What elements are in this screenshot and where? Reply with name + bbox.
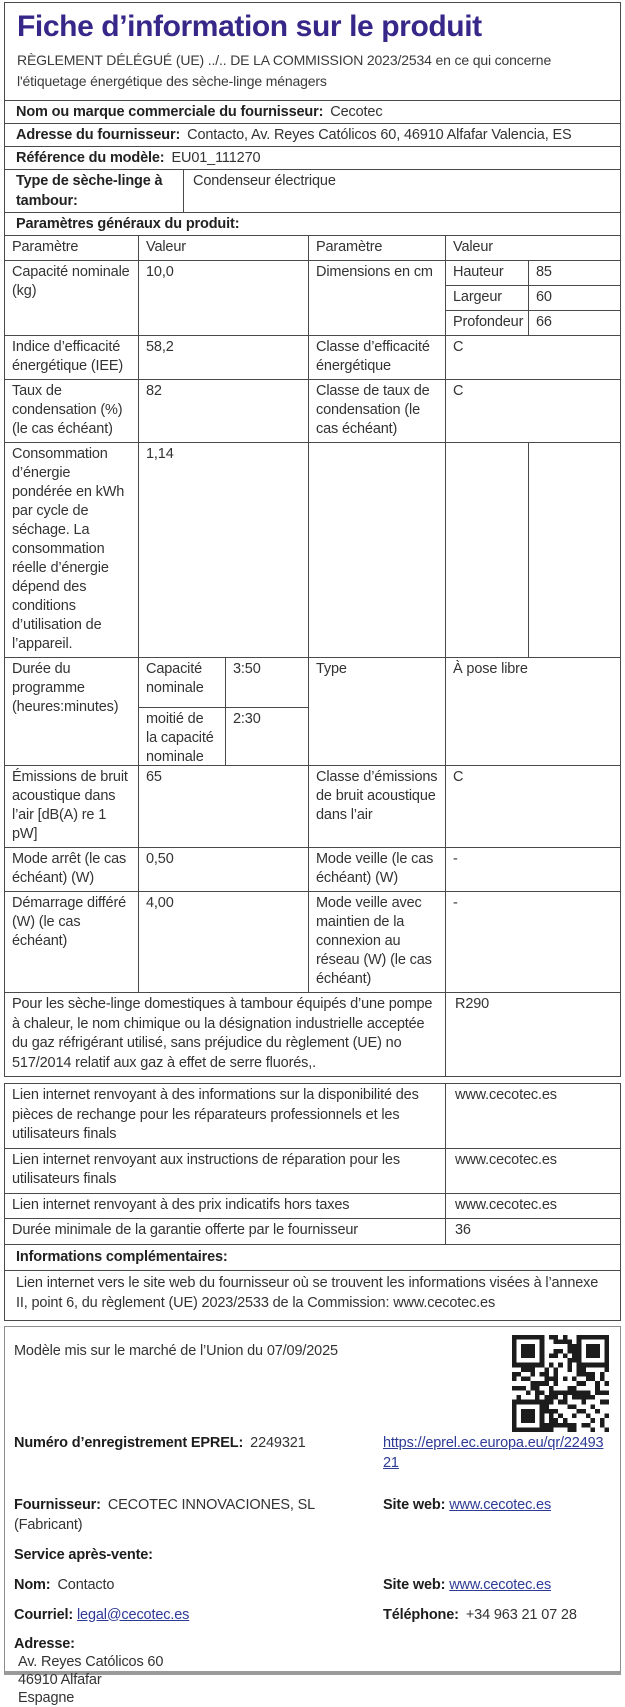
manufacturer-value: CECOTEC INNOVACIONES, SL (Fabricant) — [14, 1496, 315, 1533]
registration-footer — [4, 1326, 621, 1706]
iee-class-param: Classe d’efficacité énergétique — [308, 336, 445, 379]
capacity-param: Capacité nominale (kg) — [12, 264, 130, 299]
after-sales-heading-row — [14, 1545, 608, 1565]
energy-empty-param — [308, 443, 445, 657]
table-row-off-mode — [5, 847, 620, 891]
manufacturer-left — [14, 1495, 383, 1535]
dimension-row-height — [446, 261, 620, 285]
repair-instructions-label: Lien internet renvoyant aux instructions de réparation pour les utilisateurs finals — [12, 1151, 400, 1187]
email-left — [14, 1605, 383, 1625]
dryer-type-value: Condenseur électrique — [183, 170, 620, 212]
capacity-value: 10,0 — [138, 261, 308, 335]
energy-empty-value-a — [446, 443, 528, 657]
spare-parts-label: Lien internet renvoyant à des informations sur la disponibilité des pièces de rechange pour les réparateurs professionnels et les utilisateurs finals — [12, 1087, 419, 1142]
supplier-address-value: Contacto, Av. Reyes Católicos 60, 46910 Alfafar Valencia, ES — [187, 127, 572, 143]
dimension-width-label: Largeur — [453, 289, 502, 305]
dimension-width-value: 60 — [528, 286, 620, 310]
complementary-heading: Informations complémentaires: — [5, 1244, 620, 1270]
address-line-2: 46910 Alfafar — [18, 1671, 102, 1688]
page-title: Fiche d’information sur le produit — [17, 10, 482, 43]
dimension-height-label: Hauteur — [453, 264, 504, 280]
service-name-value: Contacto — [57, 1576, 115, 1593]
model-reference-value: EU01_111270 — [171, 150, 261, 166]
dimension-depth-value: 66 — [528, 311, 620, 335]
service-website — [383, 1575, 608, 1595]
eprel-value: 2249321 — [250, 1434, 306, 1451]
table-row-iee — [5, 335, 620, 379]
service-website-label: Site web: — [383, 1576, 446, 1593]
header-value-1: Valeur — [138, 236, 308, 260]
duration-param: Durée du programme (heures:minutes) — [12, 661, 119, 715]
table-row-energy — [5, 442, 620, 657]
energy-empty-values — [445, 443, 620, 657]
phone-label: Téléphone: — [383, 1606, 459, 1623]
table-row-delayed-start — [5, 891, 620, 992]
indicative-prices-label: Lien internet renvoyant à des prix indicatifs hors taxes — [12, 1196, 350, 1213]
eprel-left — [14, 1433, 383, 1473]
link-row-spare-parts — [5, 1084, 620, 1148]
delayed-start-param: Démarrage différé (W) (le cas échéant) — [12, 895, 127, 949]
energy-empty-value-b — [528, 443, 620, 657]
regulation-text: RÈGLEMENT DÉLÉGUÉ (UE) ../.. DE LA COMMISSION 2023/2534 en ce qui concerne l'étiquetage énergétique des sèche-linge ménagers — [17, 52, 552, 89]
qr-code — [512, 1335, 609, 1432]
header-param-1: Paramètre — [12, 239, 79, 255]
model-reference-row — [5, 146, 620, 169]
eprel-link-wrap — [383, 1433, 608, 1473]
warranty-value: 36 — [445, 1219, 620, 1244]
duration-rated-label: Capacité nominale — [146, 661, 204, 696]
header-value-2: Valeur — [445, 236, 620, 260]
iee-value: 58,2 — [138, 336, 308, 379]
email-phone-row — [14, 1605, 608, 1625]
table-row-refrigerant — [5, 992, 620, 1076]
service-name-label: Nom: — [14, 1576, 51, 1593]
energy-param: Consommation d’énergie pondérée en kWh par cycle de séchage. La consommation réelle d’énergie dépend des conditions d’utilisation de l’appareil. — [12, 446, 125, 652]
dimension-depth-label: Profondeur — [453, 314, 524, 330]
table-row-condensation — [5, 379, 620, 442]
link-row-repair-instructions — [5, 1148, 620, 1193]
dimensions-param: Dimensions en cm — [308, 261, 445, 335]
repair-instructions-value: www.cecotec.es — [445, 1149, 620, 1193]
dimensions-nested-table — [445, 261, 620, 335]
duration-rated-row — [139, 658, 308, 707]
sheet-header — [5, 3, 620, 100]
after-sales-heading: Service après-vente: — [14, 1546, 153, 1563]
duration-nested-table — [138, 658, 308, 765]
supplier-address-row — [5, 123, 620, 146]
eprel-label: Numéro d’enregistrement EPREL: — [14, 1434, 244, 1451]
duration-half-label: moitié de la capacité nominale — [146, 711, 214, 765]
iee-param: Indice d’efficacité énergétique (IEE) — [12, 339, 124, 374]
type-value: À pose libre — [445, 658, 620, 765]
condensation-param: Taux de condensation (%) (le cas échéant) — [12, 383, 123, 437]
refrigerant-label: Pour les sèche-linge domestiques à tambour équipés d’une pompe à chaleur, le nom chimique ou la désignation industrielle acceptée du gaz réfrigérant utilisé, sans préjudice du règlement (UE) no 517/2014 relatif aux gaz à effet de serre fluorés,. — [12, 996, 433, 1071]
warranty-label: Durée minimale de la garantie offerte par le fournisseur — [12, 1222, 358, 1238]
network-standby-param: Mode veille avec maintien de la connexion au réseau (W) (le cas échéant) — [308, 892, 445, 992]
header-param-2: Paramètre — [308, 236, 445, 260]
model-reference-label: Référence du modèle: — [16, 150, 165, 166]
email-label: Courriel: — [14, 1606, 74, 1623]
link-row-indicative-prices — [5, 1193, 620, 1219]
supplier-name-label: Nom ou marque commerciale du fournisseur: — [16, 104, 324, 120]
address-block — [14, 1635, 608, 1707]
table-header-row — [5, 235, 620, 260]
condensation-class-param: Classe de taux de condensation (le cas échéant) — [308, 380, 445, 442]
off-mode-param: Mode arrêt (le cas échéant) (W) — [12, 851, 127, 886]
table-row-duration — [5, 657, 620, 765]
main-sheet — [4, 2, 621, 1077]
duration-rated-value: 3:50 — [225, 658, 308, 707]
indicative-prices-value: www.cecotec.es — [445, 1194, 620, 1219]
condensation-class-value: C — [445, 380, 620, 442]
general-params-heading: Paramètres généraux du produit: — [5, 212, 620, 235]
address-line-3: Espagne — [18, 1689, 75, 1706]
supplier-name-value: Cecotec — [330, 104, 383, 120]
complementary-text: Lien internet vers le site web du fournisseur où se trouvent les informations visées à l’annexe II, point 6, du règlement (UE) 2023/2533 de la Commission: www.cecotec.es — [5, 1270, 620, 1320]
phone-wrap — [383, 1605, 608, 1625]
address-label: Adresse: — [14, 1635, 75, 1652]
website-label: Site web: — [383, 1496, 446, 1513]
table-row-noise — [5, 765, 620, 847]
dimension-height-value: 85 — [528, 261, 620, 285]
spare-parts-value: www.cecotec.es — [445, 1084, 620, 1148]
standby-param: Mode veille (le cas échéant) (W) — [308, 848, 445, 891]
network-standby-value: - — [445, 892, 620, 992]
manufacturer-label: Fournisseur: — [14, 1496, 101, 1513]
table-row-capacity — [5, 260, 620, 335]
service-website-link[interactable]: www.cecotec.es — [449, 1576, 552, 1593]
energy-value: 1,14 — [138, 443, 308, 657]
link-row-warranty — [5, 1218, 620, 1244]
duration-half-value: 2:30 — [225, 708, 308, 765]
service-name-row — [14, 1575, 608, 1595]
dimension-row-width — [446, 285, 620, 310]
noise-value: 65 — [138, 766, 308, 847]
refrigerant-value: R290 — [445, 993, 620, 1076]
service-name-left — [14, 1575, 383, 1595]
condensation-value: 82 — [138, 380, 308, 442]
noise-param: Émissions de bruit acoustique dans l’air [dB(A) re 1 pW] — [12, 769, 128, 842]
dimension-row-depth — [446, 310, 620, 335]
off-mode-value: 0,50 — [138, 848, 308, 891]
type-param: Type — [308, 658, 445, 765]
manufacturer-row — [14, 1495, 608, 1535]
standby-value: - — [445, 848, 620, 891]
noise-class-value: C — [445, 766, 620, 847]
links-table — [4, 1083, 621, 1321]
delayed-start-value: 4,00 — [138, 892, 308, 992]
supplier-address-label: Adresse du fournisseur: — [16, 127, 181, 143]
phone-value: +34 963 21 07 28 — [465, 1606, 577, 1623]
supplier-name-row — [5, 100, 620, 123]
eprel-link[interactable]: https://eprel.ec.europa.eu/qr/2249321 — [383, 1434, 604, 1471]
email-link[interactable]: legal@cecotec.es — [76, 1606, 190, 1623]
dryer-type-label: Type de sèche-linge à tambour: — [16, 173, 163, 209]
dryer-type-row — [5, 169, 620, 212]
market-date-text: Modèle mis sur le marché de l’Union du 07/09/2025 — [14, 1342, 338, 1359]
website-link[interactable]: www.cecotec.es — [449, 1496, 552, 1513]
manufacturer-website — [383, 1495, 608, 1535]
eprel-row — [14, 1433, 608, 1473]
address-line-1: Av. Reyes Católicos 60 — [18, 1653, 164, 1670]
iee-class-value: C — [445, 336, 620, 379]
noise-class-param: Classe d’émissions de bruit acoustique dans l’air — [308, 766, 445, 847]
duration-half-row — [139, 707, 308, 765]
